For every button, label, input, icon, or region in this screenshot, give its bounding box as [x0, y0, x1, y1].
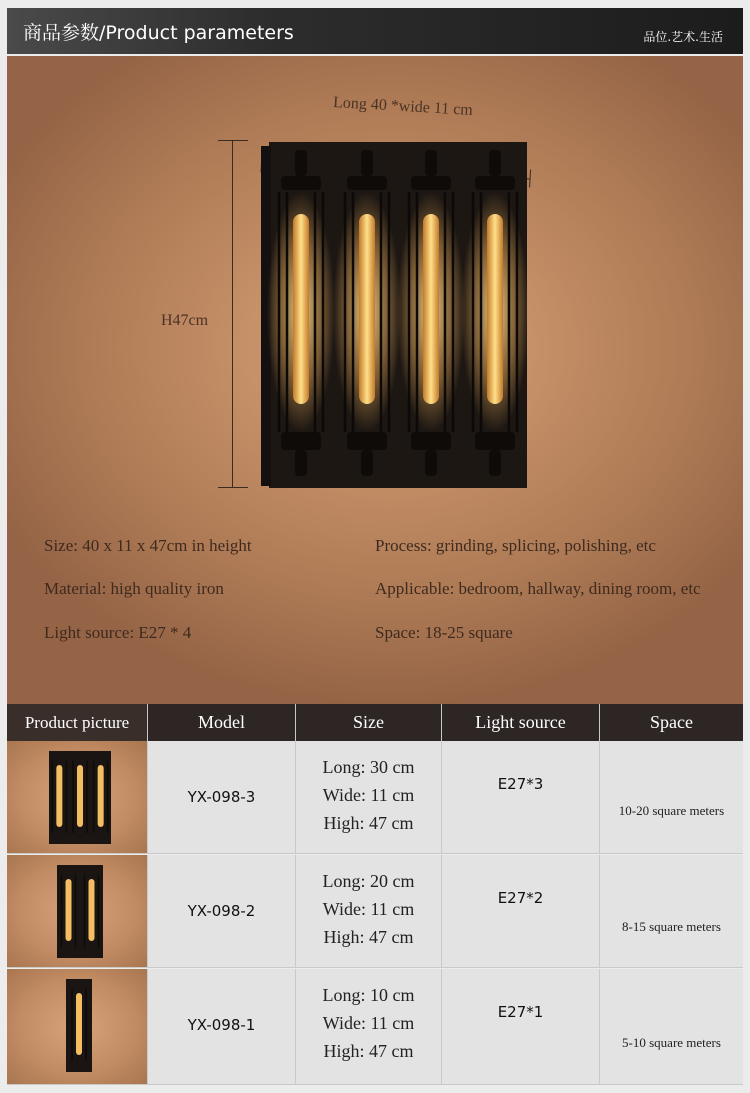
model-cell: YX-098-1 [148, 969, 296, 1085]
light-source-cell: E27*3 [442, 741, 600, 854]
spec-space: Space: 18-25 square [375, 623, 513, 642]
product-hero [7, 56, 743, 704]
header-light-source: Light source [442, 704, 600, 741]
height-dimension-label: H47cm [161, 312, 209, 329]
spec-applicable: Applicable: bedroom, hallway, dining room, etc [375, 579, 701, 598]
size-high: High: 47 cm [323, 1041, 414, 1061]
header-product-picture: Product picture [7, 704, 148, 741]
table-row [7, 741, 743, 854]
product-thumbnail [7, 741, 148, 854]
light-source-cell: E27*2 [442, 855, 600, 968]
spec-process: Process: grinding, splicing, polishing, etc [375, 536, 656, 555]
size-high: High: 47 cm [323, 927, 414, 947]
size-wide: Wide: 11 cm [322, 1013, 415, 1033]
product-thumbnail [7, 855, 148, 968]
spec-size: Size: 40 x 11 x 47cm in height [44, 536, 252, 555]
space-cell: 10-20 square meters [600, 741, 743, 854]
size-wide: Wide: 11 cm [322, 785, 415, 805]
size-long: Long: 20 cm [322, 871, 415, 891]
size-long: Long: 10 cm [322, 985, 415, 1005]
height-dimension-line [232, 140, 233, 488]
spec-light-source: Light source: E27 * 4 [44, 623, 192, 642]
wall-lamp-image [261, 142, 527, 488]
model-cell: YX-098-3 [148, 741, 296, 854]
width-dimension-label: Long 40 *wide 11 cm [332, 93, 474, 120]
size-wide: Wide: 11 cm [322, 899, 415, 919]
spec-material: Material: high quality iron [44, 579, 224, 598]
lamp-thumbnail-icon [57, 865, 103, 958]
header-size: Size [296, 704, 442, 741]
space-cell: 8-15 square meters [600, 855, 743, 968]
header-space: Space [600, 704, 743, 741]
header-tagline: 品位.艺术.生活 [643, 30, 723, 44]
table-row [7, 969, 743, 1085]
space-cell: 5-10 square meters [600, 969, 743, 1085]
model-cell: YX-098-2 [148, 855, 296, 968]
lamp-icon [261, 142, 527, 488]
lamp-thumbnail-icon [66, 979, 92, 1072]
lamp-thumbnail-icon [49, 751, 111, 844]
size-long: Long: 30 cm [322, 757, 415, 777]
size-high: High: 47 cm [323, 813, 414, 833]
table-header-row [7, 704, 743, 741]
size-cell [296, 969, 442, 1085]
table-row [7, 855, 743, 968]
product-thumbnail [7, 969, 148, 1085]
light-source-cell: E27*1 [442, 969, 600, 1085]
size-cell [296, 741, 442, 854]
size-cell [296, 855, 442, 968]
page-title: 商品参数/Product parameters [23, 22, 294, 44]
header-model: Model [148, 704, 296, 741]
header-banner [7, 8, 743, 54]
